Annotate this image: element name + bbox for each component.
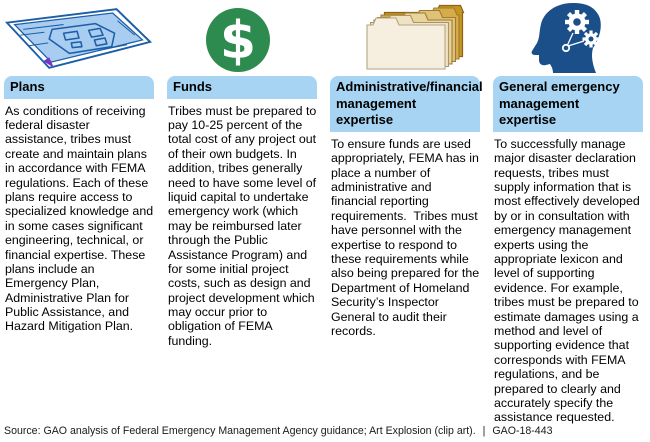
head-gears-icon (493, 2, 643, 73)
file-folders-icon-svg (330, 3, 480, 73)
column-plans (4, 2, 157, 425)
dollar-icon-svg (167, 5, 317, 73)
source-text: Source: GAO analysis of Federal Emergency Management Agency guidance; Art Explosion (clip art). (4, 425, 476, 437)
blueprint-icon (4, 2, 154, 73)
column-header-admin-financial: Administrative/financial management expertise (330, 76, 480, 132)
blueprint-icon-svg (4, 5, 154, 73)
file-folders-icon (330, 2, 480, 73)
dollar-icon (167, 2, 317, 73)
column-body-funds: Tribes must be prepared to pay 10-25 percent of the total cost of any project out of their own budgets. In addition, tribes generally need to have some level of liquid capital to undertake emergency work (which may be reimbursed later through the Public Assistance Program) and for some initial project costs, such as design and project development which may occur prior to obligation of FEMA funding. (168, 103, 320, 348)
source-line (4, 425, 552, 437)
footer-separator: | (482, 425, 486, 437)
small-gear (583, 31, 600, 48)
column-body-general-emergency: To successfully manage major disaster declaration requests, tribes must supply information that is most effectively developed by or in consultation with emergency management experts using the appropriate lexicon and level of supporting evidence. For example, tribes must be prepared to estimate damages using a method and level of supporting evidence that corresponds with FEMA regulations, and be prepared to clearly and accurately specify the assistance requested. (494, 136, 644, 425)
svg-text:$: $ (219, 11, 257, 71)
column-general-emergency (493, 2, 643, 425)
report-id: GAO-18-443 (492, 425, 553, 437)
column-body-admin-financial: To ensure funds are used appropriately, FEMA has in place a number of administrative and financial reporting requirements. Tribes must have personnel with the expertise to respond to these requirements while also being prepared for the Department of Homeland Security’s Inspector General to audit their records. (331, 136, 483, 338)
large-gear (565, 10, 589, 34)
column-header-funds: Funds (167, 76, 317, 99)
column-funds (167, 2, 320, 425)
head-gears-icon-svg (493, 2, 643, 73)
column-body-plans: As conditions of receiving federal disaster assistance, tribes must create and maintain plans in accordance with FEMA regulations. Each of these plans require access to specialized knowledge and in some cases significant engineering, technical, or financial expertise. These plans include an Emergency Plan, Administrative Plan for Public Assistance, and Hazard Mitigation Plan. (5, 103, 157, 334)
column-header-plans: Plans (4, 76, 154, 99)
column-admin-financial (330, 2, 483, 425)
column-header-general-emergency: General emergency management expertise (493, 76, 643, 132)
